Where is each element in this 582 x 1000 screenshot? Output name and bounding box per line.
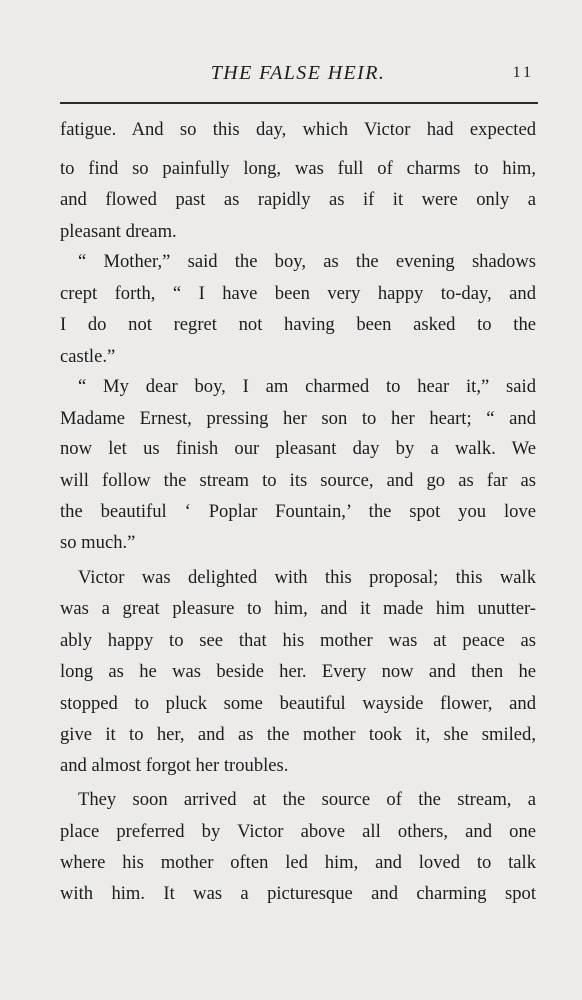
text-line: I do not regret not having been asked to the [60, 314, 536, 335]
text-line: long as he was beside her. Every now and then he [60, 661, 536, 682]
text-line: fatigue. And so this day, which Victor had expected [60, 119, 536, 140]
text-line: crept forth, “ I have been very happy to-day, and [60, 283, 536, 304]
text-line: pleasant dream. [60, 221, 177, 242]
page-number: 11 [512, 64, 534, 81]
text-line: and almost forgot her troubles. [60, 755, 289, 776]
text-line: Madame Ernest, pressing her son to her heart; “ and [60, 408, 536, 429]
text-line: stopped to pluck some beautiful wayside flower, and [60, 693, 536, 714]
text-line: to find so painfully long, was full of charms to him, [60, 158, 536, 179]
text-line: now let us finish our pleasant day by a walk. We [60, 438, 536, 459]
running-title: THE FALSE HEIR. [210, 62, 386, 84]
header-rule [60, 102, 538, 104]
text-line: was a great pleasure to him, and it made him unutter- [60, 598, 536, 619]
text-line: Victor was delighted with this proposal; this walk [78, 567, 536, 588]
text-line: “ My dear boy, I am charmed to hear it,” said [78, 376, 536, 397]
text-line: give it to her, and as the mother took it, she smiled, [60, 724, 536, 745]
text-line: so much.” [60, 532, 136, 553]
text-line: ably happy to see that his mother was at peace as [60, 630, 536, 651]
text-line: the beautiful ‘ Poplar Fountain,’ the spot you love [60, 501, 536, 522]
text-line: place preferred by Victor above all others, and one [60, 821, 536, 842]
running-head [60, 62, 536, 92]
text-line: and flowed past as rapidly as if it were only a [60, 189, 536, 210]
text-line: They soon arrived at the source of the stream, a [78, 789, 536, 810]
text-line: will follow the stream to its source, and go as far as [60, 470, 536, 491]
text-line: where his mother often led him, and loved to talk [60, 852, 536, 873]
text-line: “ Mother,” said the boy, as the evening shadows [78, 251, 536, 272]
text-line: castle.” [60, 346, 116, 367]
text-line: with him. It was a picturesque and charming spot [60, 883, 536, 904]
